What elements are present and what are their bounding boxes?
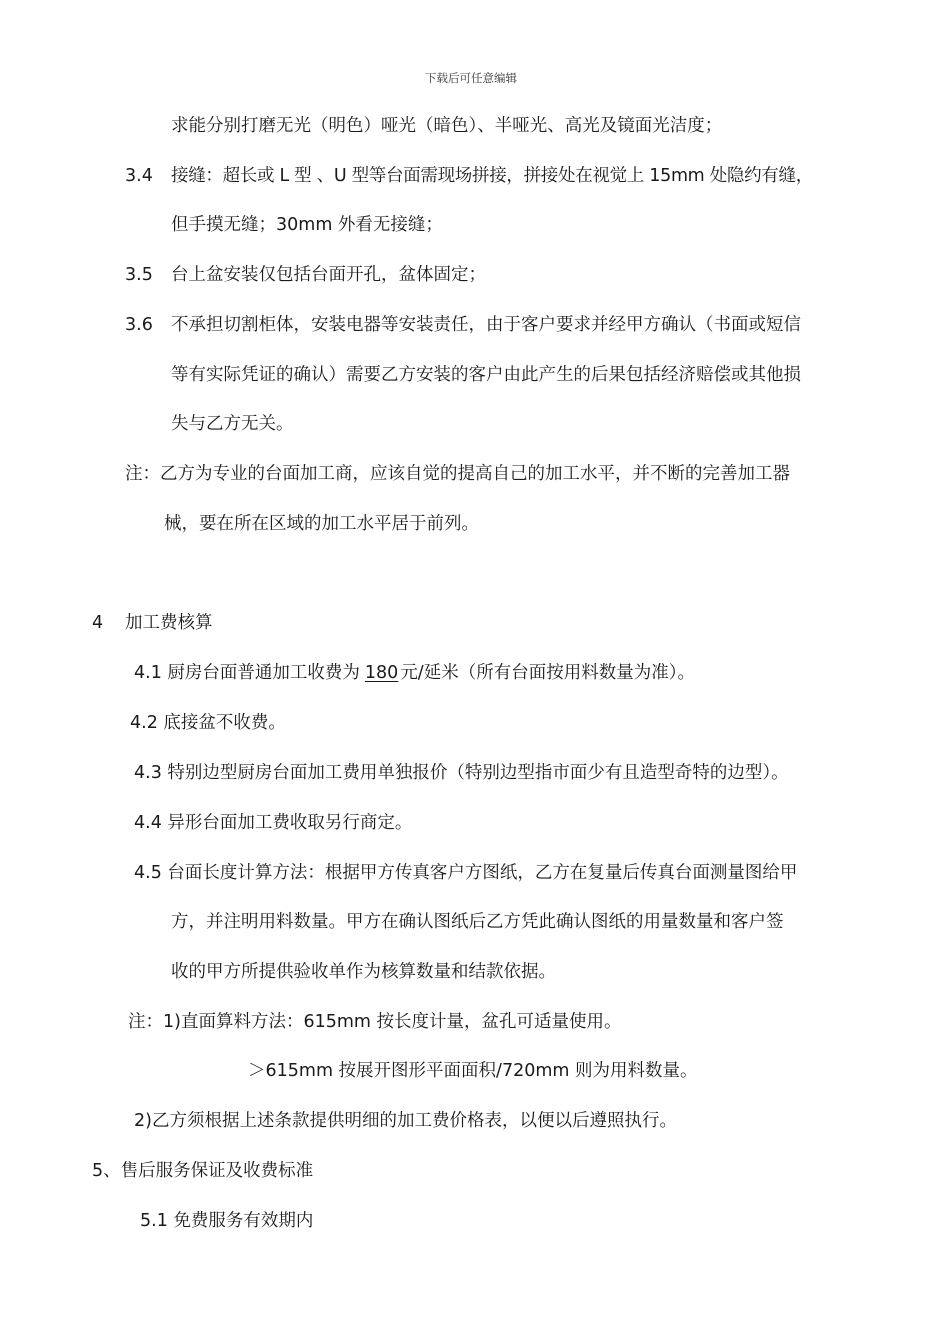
page-header: 下载后可任意编辑 <box>425 71 517 85</box>
item-text-suffix: 元/延米（所有台面按用料数量为准）。 <box>400 663 695 683</box>
section-number: 4 <box>92 613 104 633</box>
item-number: 3.4 <box>125 166 153 186</box>
paragraph-line: 求能分别打磨无光（明色）哑光（暗色）、半哑光、高光及镜面光洁度； <box>171 116 723 136</box>
section-title: 加工费核算 <box>125 613 213 633</box>
item-text-prefix: 4.1 厨房台面普通加工收费为 <box>134 663 360 683</box>
item-text: 收的甲方所提供验收单作为核算数量和结款依据。 <box>171 962 556 982</box>
item-number: 3.6 <box>125 315 153 335</box>
item-text: 不承担切割柜体，安装电器等安装责任，由于客户要求并经甲方确认（书面或短信 <box>171 315 801 335</box>
note-text: 注：1)直面算料方法：615mm 按长度计量，盆孔可适量使用。 <box>128 1012 622 1032</box>
note-text: 2)乙方须根据上述条款提供明细的加工费价格表，以便以后遵照执行。 <box>134 1111 677 1131</box>
item-text <box>134 661 695 685</box>
note-text: 械，要在所在区域的加工水平居于前列。 <box>164 514 479 534</box>
item-text: 4.4 异形台面加工费收取另行商定。 <box>134 813 413 833</box>
price-amount: 180 <box>364 663 399 683</box>
note-text: ＞615mm 按展开图形平面面积/720mm 则为用料数量。 <box>248 1061 698 1081</box>
section-title: 5、售后服务保证及收费标准 <box>92 1161 314 1181</box>
item-text: 4.3 特别边型厨房台面加工费用单独报价（特别边型指市面少有且造型奇特的边型）。 <box>134 763 789 783</box>
item-text: 台上盆安装仅包括台面开孔，盆体固定； <box>171 265 486 285</box>
item-text: 4.5 台面长度计算方法：根据甲方传真客户方图纸，乙方在复量后传真台面测量图给甲 <box>134 863 798 883</box>
item-number: 3.5 <box>125 265 153 285</box>
item-text: 5.1 免费服务有效期内 <box>140 1211 314 1231</box>
note-text: 注：乙方为专业的台面加工商，应该自觉的提高自己的加工水平，并不断的完善加工器 <box>125 464 790 484</box>
item-text: 接缝：超长或 L 型 、U 型等台面需现场拼接，拼接处在视觉上 15mm 处隐约有缝， <box>171 166 813 186</box>
item-text: 方，并注明用料数量。甲方在确认图纸后乙方凭此确认图纸的用量数量和客户签 <box>171 912 784 932</box>
item-text: 4.2 底接盆不收费。 <box>130 713 286 733</box>
item-text: 等有实际凭证的确认）需要乙方安装的客户由此产生的后果包括经济赔偿或其他损 <box>171 365 801 385</box>
item-text: 失与乙方无关。 <box>171 414 294 434</box>
item-text: 但手摸无缝；30mm 外看无接缝； <box>171 215 443 235</box>
